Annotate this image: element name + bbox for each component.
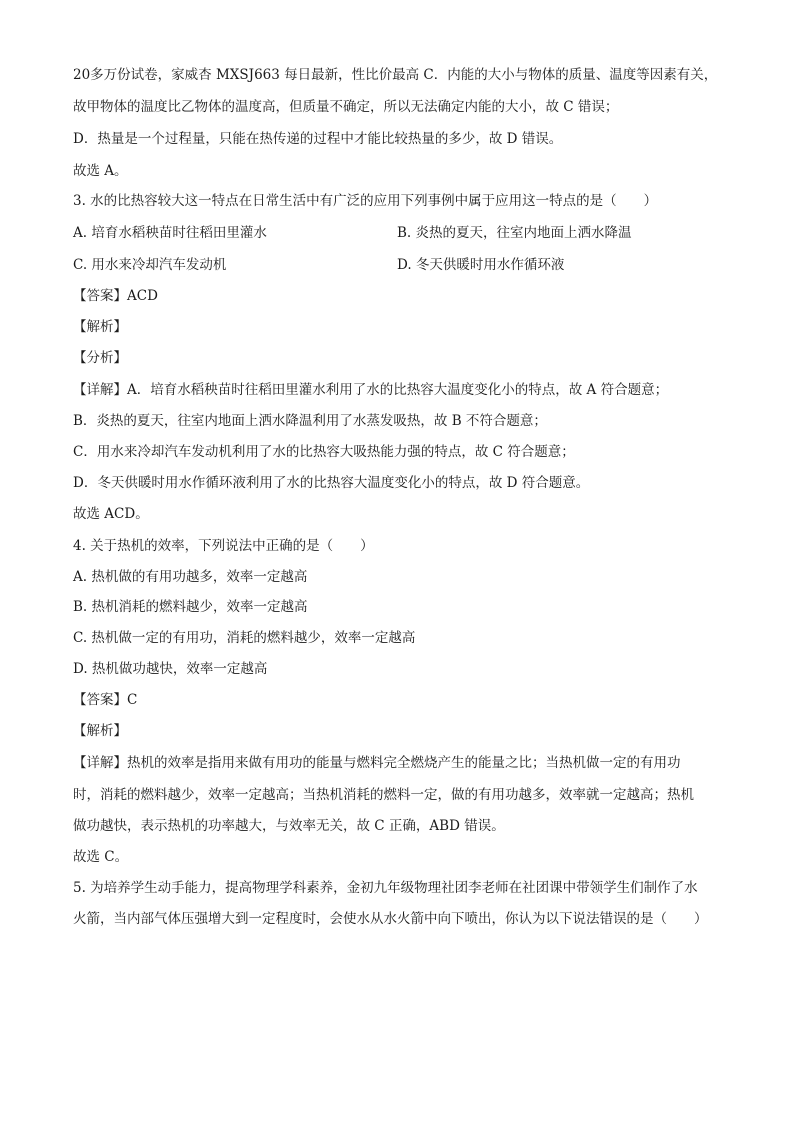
question-4-analysis-heading: 【解析】 xyxy=(73,723,127,739)
text-line: 20多万份试卷，家威杏 MXSJ663 每日最新，性比价最高 C．内能的大小与物体的质量、温度等因素有关， xyxy=(73,67,718,83)
text-line: 【详解】热机的效率是指用来做有用功的能量与燃料完全燃烧产生的能量之比；当热机做一定的有用功 xyxy=(73,755,681,771)
text-line: B．炎热的夏天，往室内地面上洒水降温利用了水蒸发吸热，故 B 不符合题意； xyxy=(73,413,547,429)
question-4-select: 故选 C。 xyxy=(73,849,129,865)
question-4-option-c: C. 热机做一定的有用功，消耗的燃料越少，效率一定越高 xyxy=(73,630,416,646)
text-line: 【详解】A．培育水稻秧苗时往稻田里灌水利用了水的比热容大温度变化小的特点，故 A 符合题意； xyxy=(73,382,669,398)
text-line: 故甲物体的温度比乙物体的温度高，但质量不确定，所以无法确定内能的大小，故 C 错误； xyxy=(73,99,619,115)
text-line: 做功越快，表示热机的功率越大，与效率无关，故 C 正确，ABD 错误。 xyxy=(73,818,505,834)
question-5-stem: 5. 为培养学生动手能力，提高物理学科素养，金初九年级物理社团李老师在社团课中带领学生们制作了水 xyxy=(73,880,698,896)
question-4-answer: 【答案】C xyxy=(73,692,138,708)
question-3-analysis-heading: 【解析】 xyxy=(73,319,127,335)
question-3-answer: 【答案】ACD xyxy=(73,288,158,304)
question-4-option-d: D. 热机做功越快，效率一定越高 xyxy=(73,661,268,677)
text-line: D．热量是一个过程量，只能在热传递的过程中才能比较热量的多少，故 D 错误。 xyxy=(73,131,563,147)
question-3-option-c: C. 用水来冷却汽车发动机 xyxy=(73,257,227,273)
question-5-stem-continued: 火箭，当内部气体压强增大到一定程度时，会使水从水火箭中向下喷出，你认为以下说法错误的是（ ） xyxy=(73,911,708,927)
question-3-option-b: B. 炎热的夏天，往室内地面上洒水降温 xyxy=(397,225,632,241)
question-3-fenxi-heading: 【分析】 xyxy=(73,350,127,366)
text-line: 故选 A。 xyxy=(73,163,128,179)
question-3-select: 故选 ACD。 xyxy=(73,506,149,522)
text-line: 时，消耗的燃料越少，效率一定越高；当热机消耗的燃料一定，做的有用功越多，效率就一定越高；热机 xyxy=(73,787,694,803)
question-3-option-d: D. 冬天供暖时用水作循环液 xyxy=(397,257,565,273)
question-3-option-a: A. 培育水稻秧苗时往稻田里灌水 xyxy=(73,225,267,241)
text-line: C．用水来冷却汽车发动机利用了水的比热容大吸热能力强的特点，故 C 符合题意； xyxy=(73,444,575,460)
question-4-option-a: A. 热机做的有用功越多，效率一定越高 xyxy=(73,569,308,585)
question-4-option-b: B. 热机消耗的燃料越少，效率一定越高 xyxy=(73,599,308,615)
question-3-stem: 3. 水的比热容较大这一特点在日常生活中有广泛的应用下列事例中属于应用这一特点的是（ ） xyxy=(73,193,658,209)
question-4-stem: 4. 关于热机的效率，下列说法中正确的是（ ） xyxy=(73,538,374,554)
text-line: D．冬天供暖时用水作循环液利用了水的比热容大温度变化小的特点，故 D 符合题意。 xyxy=(73,475,590,491)
